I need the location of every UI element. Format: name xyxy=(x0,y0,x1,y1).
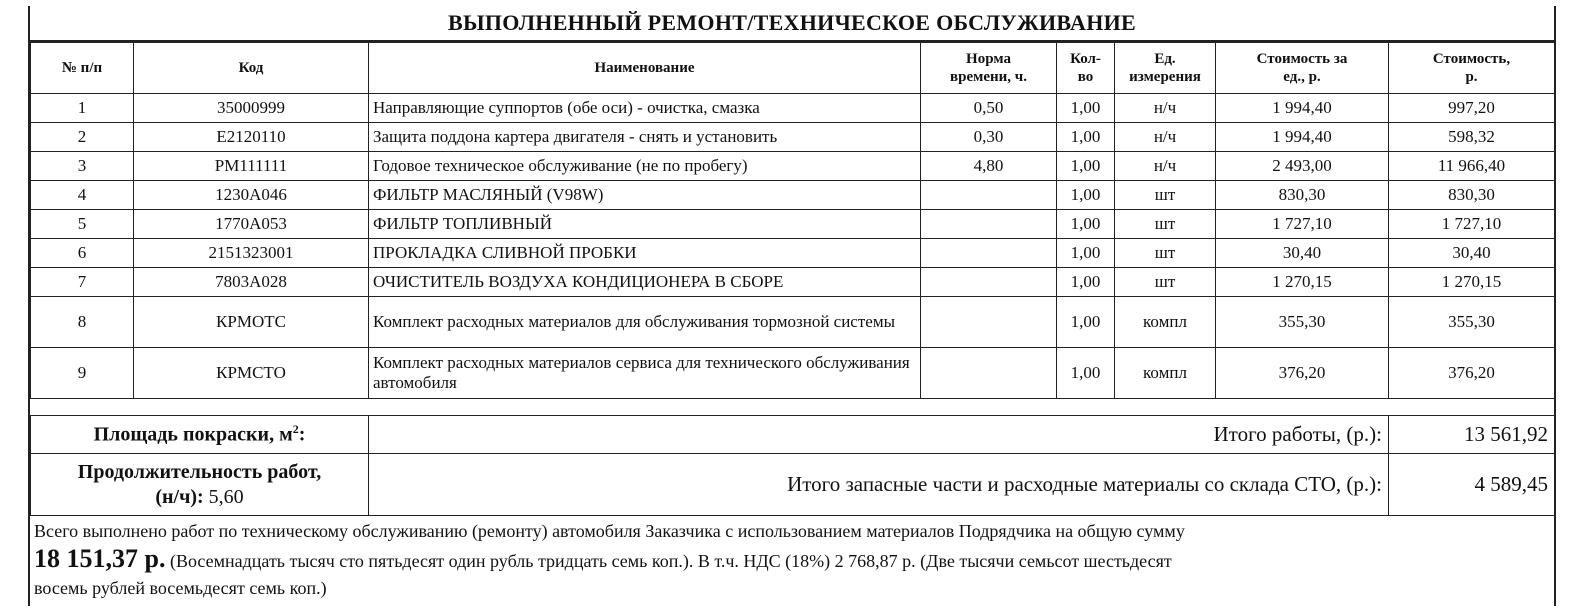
row-unit: шт xyxy=(1115,239,1216,268)
header-cost-l1: Стоимость, xyxy=(1432,51,1511,67)
header-unit-l1: Ед. xyxy=(1154,51,1176,67)
row-name: Направляющие суппортов (обе оси) - очистка, смазка xyxy=(369,94,921,123)
row-cost: 11 966,40 xyxy=(1389,152,1555,181)
table-row xyxy=(31,152,1555,181)
header-code: Код xyxy=(134,43,369,94)
row-num: 8 xyxy=(31,297,134,348)
table-row xyxy=(31,348,1555,399)
row-code: 7803A028 xyxy=(134,268,369,297)
row-qty: 1,00 xyxy=(1057,181,1115,210)
row-code: 1230A046 xyxy=(134,181,369,210)
row-price: 1 994,40 xyxy=(1216,94,1389,123)
header-cost-l2: р. xyxy=(1465,69,1478,85)
row-qty: 1,00 xyxy=(1057,348,1115,399)
row-unit: н/ч xyxy=(1115,123,1216,152)
row-price: 1 270,15 xyxy=(1216,268,1389,297)
row-code: КРМОТС xyxy=(134,297,369,348)
row-qty: 1,00 xyxy=(1057,239,1115,268)
totals-table xyxy=(30,415,1555,516)
table-row xyxy=(31,268,1555,297)
summary-line1: Всего выполнено работ по техническому обслуживанию (ремонту) автомобиля Заказчика с использованием материалов Подрядчика на общую сумму xyxy=(34,521,1185,541)
header-name: Наименование xyxy=(369,43,921,94)
row-norm: 4,80 xyxy=(921,152,1057,181)
row-cost: 30,40 xyxy=(1389,239,1555,268)
table-row xyxy=(31,123,1555,152)
work-order-sheet xyxy=(28,6,1556,606)
row-cost: 997,20 xyxy=(1389,94,1555,123)
row-norm xyxy=(921,210,1057,239)
row-code: 35000999 xyxy=(134,94,369,123)
header-unit-l2: измерения xyxy=(1129,69,1201,85)
row-code: PM111111 xyxy=(134,152,369,181)
row-name: Годовое техническое обслуживание (не по пробегу) xyxy=(369,152,921,181)
row-code: E2120110 xyxy=(134,123,369,152)
row-price: 830,30 xyxy=(1216,181,1389,210)
paint-area-label xyxy=(31,416,369,454)
row-qty: 1,00 xyxy=(1057,210,1115,239)
row-name: ФИЛЬТР МАСЛЯНЫЙ (V98W) xyxy=(369,181,921,210)
row-unit: компл xyxy=(1115,348,1216,399)
summary-line2: (Восемнадцать тысяч сто пятьдесят один рубль тридцать семь коп.). В т.ч. НДС (18%) 2 768,87 р. (Две тысячи семьсот шестьдесят xyxy=(169,551,1172,571)
row-num: 5 xyxy=(31,210,134,239)
row-norm xyxy=(921,268,1057,297)
duration-label-l1: Продолжительность работ, xyxy=(77,460,322,483)
row-name: ФИЛЬТР ТОПЛИВНЫЙ xyxy=(369,210,921,239)
parts-total-label: Итого запасные части и расходные материалы со склада СТО, (р.): xyxy=(369,454,1389,516)
row-num: 6 xyxy=(31,239,134,268)
page-title: ВЫПОЛНЕННЫЙ РЕМОНТ/ТЕХНИЧЕСКОЕ ОБСЛУЖИВАНИЕ xyxy=(30,6,1554,42)
row-unit: н/ч xyxy=(1115,152,1216,181)
row-num: 9 xyxy=(31,348,134,399)
header-qty xyxy=(1057,43,1115,94)
row-qty: 1,00 xyxy=(1057,94,1115,123)
paint-area-colon: : xyxy=(298,423,306,446)
table-row xyxy=(31,239,1555,268)
totals-row-parts xyxy=(31,454,1555,516)
parts-total-value: 4 589,45 xyxy=(1389,454,1555,516)
header-cost xyxy=(1389,43,1555,94)
row-qty: 1,00 xyxy=(1057,152,1115,181)
totals-row-work xyxy=(31,416,1555,454)
row-cost: 355,30 xyxy=(1389,297,1555,348)
duration-label-l2: (н/ч): xyxy=(155,485,204,508)
table-row xyxy=(31,210,1555,239)
row-price: 1 994,40 xyxy=(1216,123,1389,152)
header-norm-l1: Норма xyxy=(966,51,1011,67)
summary-line3: восемь рублей восемьдесят семь коп.) xyxy=(34,578,327,598)
row-code: 2151323001 xyxy=(134,239,369,268)
header-norm xyxy=(921,43,1057,94)
work-total-value: 13 561,92 xyxy=(1389,416,1555,454)
header-price-l2: ед., р. xyxy=(1283,69,1321,85)
items-table xyxy=(30,42,1555,399)
row-num: 7 xyxy=(31,268,134,297)
duration-value: 5,60 xyxy=(208,485,244,508)
row-cost: 1 270,15 xyxy=(1389,268,1555,297)
header-price xyxy=(1216,43,1389,94)
row-norm xyxy=(921,348,1057,399)
row-num: 1 xyxy=(31,94,134,123)
row-cost: 830,30 xyxy=(1389,181,1555,210)
row-name: ПРОКЛАДКА СЛИВНОЙ ПРОБКИ xyxy=(369,239,921,268)
row-qty: 1,00 xyxy=(1057,268,1115,297)
row-name: ОЧИСТИТЕЛЬ ВОЗДУХА КОНДИЦИОНЕРА В СБОРЕ xyxy=(369,268,921,297)
row-name: Комплект расходных материалов для обслуживания тормозной системы xyxy=(369,297,921,348)
row-price: 2 493,00 xyxy=(1216,152,1389,181)
summary-text xyxy=(34,518,1550,602)
row-norm: 0,30 xyxy=(921,123,1057,152)
row-unit: шт xyxy=(1115,181,1216,210)
table-row xyxy=(31,297,1555,348)
row-unit: шт xyxy=(1115,268,1216,297)
row-unit: компл xyxy=(1115,297,1216,348)
header-qty-l2: во xyxy=(1077,69,1094,85)
row-cost: 598,32 xyxy=(1389,123,1555,152)
work-total-label: Итого работы, (р.): xyxy=(369,416,1389,454)
header-num: № п/п xyxy=(31,43,134,94)
row-price: 1 727,10 xyxy=(1216,210,1389,239)
row-code: 1770A053 xyxy=(134,210,369,239)
table-header-row xyxy=(31,43,1555,94)
row-cost: 376,20 xyxy=(1389,348,1555,399)
row-unit: н/ч xyxy=(1115,94,1216,123)
paint-area-text: Площадь покраски, м xyxy=(93,423,293,446)
row-cost: 1 727,10 xyxy=(1389,210,1555,239)
row-norm: 0,50 xyxy=(921,94,1057,123)
row-name: Комплект расходных материалов сервиса для технического обслуживания автомобиля xyxy=(369,348,921,399)
row-qty: 1,00 xyxy=(1057,297,1115,348)
paint-area-sup: 2 xyxy=(292,422,299,437)
row-unit: шт xyxy=(1115,210,1216,239)
row-price: 30,40 xyxy=(1216,239,1389,268)
table-row xyxy=(31,181,1555,210)
row-num: 3 xyxy=(31,152,134,181)
header-unit xyxy=(1115,43,1216,94)
row-qty: 1,00 xyxy=(1057,123,1115,152)
table-row xyxy=(31,94,1555,123)
row-norm xyxy=(921,181,1057,210)
row-price: 376,20 xyxy=(1216,348,1389,399)
header-norm-l2: времени, ч. xyxy=(950,69,1027,85)
row-norm xyxy=(921,239,1057,268)
row-norm xyxy=(921,297,1057,348)
row-code: КРМСТО xyxy=(134,348,369,399)
row-num: 4 xyxy=(31,181,134,210)
header-price-l1: Стоимость за xyxy=(1256,51,1348,67)
row-num: 2 xyxy=(31,123,134,152)
row-price: 355,30 xyxy=(1216,297,1389,348)
header-qty-l1: Кол- xyxy=(1070,51,1101,67)
duration-label xyxy=(31,454,369,516)
summary-amount: 18 151,37 р. xyxy=(34,544,166,573)
row-name: Защита поддона картера двигателя - снять и установить xyxy=(369,123,921,152)
